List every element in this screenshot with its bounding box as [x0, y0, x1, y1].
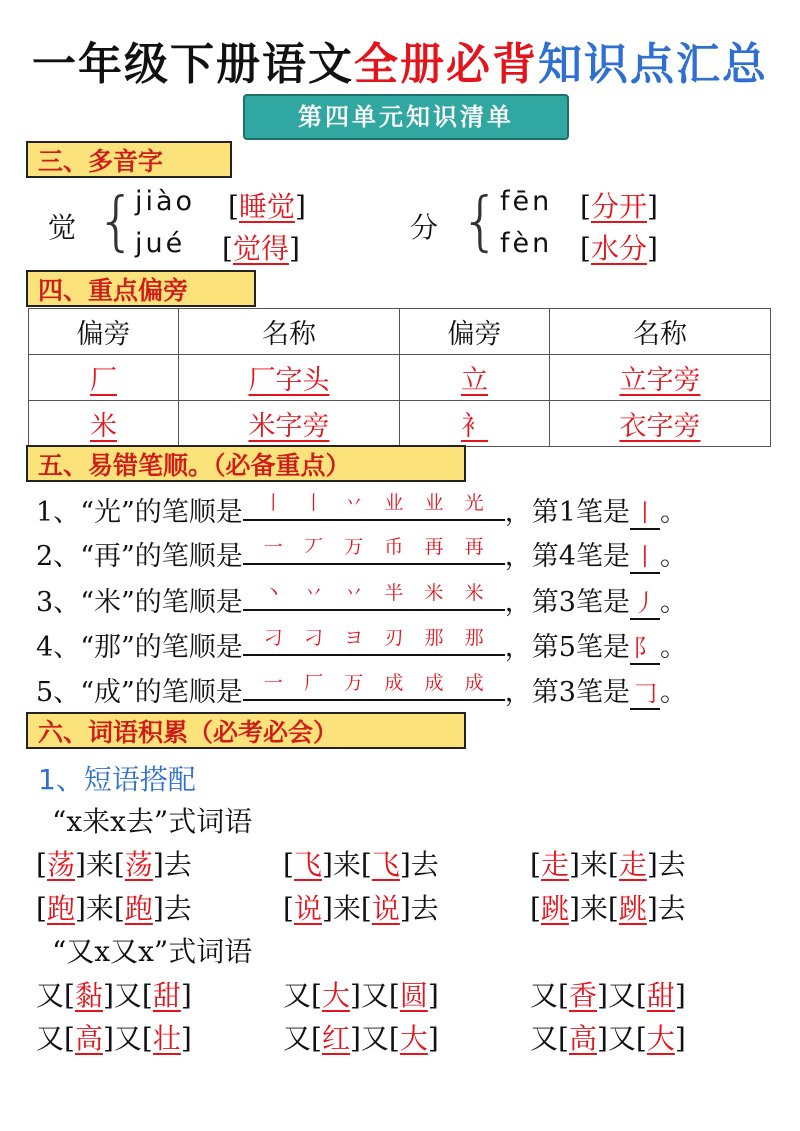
phrase-pre: 又 — [113, 1022, 142, 1055]
stroke-blank — [243, 626, 505, 656]
stroke-glyph: 万 — [344, 536, 364, 558]
stroke-order-row — [36, 580, 687, 620]
row-tail: ，第5笔是 — [504, 632, 630, 663]
fill-word: 走 — [618, 848, 647, 881]
phrase-item: [飞]来[飞]去 — [283, 848, 439, 881]
row-end: 。 — [659, 632, 687, 663]
group2-title: “又x又x”式词语 — [52, 935, 253, 968]
stroke-glyph: 成 — [384, 672, 404, 694]
fill-word: 甜 — [646, 979, 675, 1012]
row-number: 1、 — [36, 497, 81, 528]
fill-word: 跳 — [618, 892, 647, 925]
phrase-pre: 又 — [36, 1022, 65, 1055]
row-question: “那”的笔顺是 — [80, 632, 243, 663]
fill-word: 甜 — [152, 979, 181, 1012]
phrase-pre: 又 — [530, 1022, 559, 1055]
row-number: 3、 — [36, 587, 81, 618]
fill-word: 香 — [568, 979, 597, 1012]
fill-word: 跑 — [124, 892, 153, 925]
phrase-item: 又[高]又[壮] — [36, 1022, 192, 1055]
stroke-glyph: 刁 — [304, 627, 324, 649]
radical-name-cell: 衣字旁 — [619, 411, 701, 442]
section-header-stroke-order: 五、易错笔顺。（必备重点） — [26, 445, 466, 482]
radical-cell: 立 — [460, 365, 488, 396]
radical-name-cell: 立字旁 — [619, 365, 701, 396]
stroke-glyph: 半 — [384, 582, 404, 604]
phrase-item: [跑]来[跑]去 — [36, 892, 192, 925]
phrase-end: 去 — [657, 848, 686, 881]
phrase-mid: 来 — [332, 892, 361, 925]
phrase-item: 又[香]又[甜] — [530, 979, 686, 1012]
stroke-glyph: 米 — [424, 582, 444, 604]
brace-2: { — [460, 185, 501, 259]
fill-word: 说 — [371, 892, 400, 925]
table-row — [29, 355, 771, 401]
stroke-blank — [243, 671, 505, 701]
row-end: 。 — [659, 677, 687, 708]
phrase-pre: 又 — [36, 979, 65, 1012]
stroke-glyph: 丷 — [304, 582, 324, 604]
stroke-answer: 𠃌 — [630, 673, 660, 710]
radicals-table — [28, 308, 771, 447]
phrase-mid: 来 — [579, 892, 608, 925]
fill-word: 红 — [321, 1022, 350, 1055]
fill-word: 高 — [568, 1022, 597, 1055]
stroke-glyph: 丷 — [344, 492, 364, 514]
stroke-glyph: 那 — [464, 627, 484, 649]
phrase-item: 又[大]又[圆] — [283, 979, 439, 1012]
stroke-blank — [243, 491, 505, 521]
stroke-glyph: 丆 — [304, 536, 324, 558]
fill-word: 高 — [74, 1022, 103, 1055]
pinyin-2b: fèn — [500, 228, 553, 259]
stroke-order-row — [36, 625, 687, 665]
stroke-order-row — [36, 490, 687, 530]
polyphone-char-2: 分 — [410, 211, 439, 244]
stroke-answer: 丨 — [630, 537, 660, 574]
fill-word: 壮 — [152, 1022, 181, 1055]
row-question: “成”的笔顺是 — [80, 677, 243, 708]
section-header-polyphones: 三、多音字 — [26, 141, 232, 178]
phrase-item: 又[红]又[大] — [283, 1022, 439, 1055]
fill-word: 荡 — [46, 848, 75, 881]
section-header-radicals: 四、重点偏旁 — [26, 270, 256, 307]
phrase-pre: 又 — [283, 979, 312, 1012]
stroke-order-row — [36, 534, 687, 574]
radical-name-cell: 厂字头 — [248, 365, 330, 396]
phrase-item: 又[高]又[大] — [530, 1022, 686, 1055]
stroke-glyph: 一 — [263, 672, 283, 694]
fill-word: 跑 — [46, 892, 75, 925]
phrase-item: [说]来[说]去 — [283, 892, 439, 925]
polyphone-word-2a: [分开] — [580, 190, 658, 223]
phrase-end: 去 — [163, 848, 192, 881]
table-header: 偏旁 — [399, 309, 549, 355]
stroke-blank — [243, 581, 505, 611]
stroke-glyph: 币 — [384, 536, 404, 558]
stroke-glyph: 刁 — [263, 627, 283, 649]
fill-word: 黏 — [74, 979, 103, 1012]
fill-word: 飞 — [371, 848, 400, 881]
phrase-mid: 来 — [332, 848, 361, 881]
phrase-item: 又[黏]又[甜] — [36, 979, 192, 1012]
phrase-end: 去 — [410, 848, 439, 881]
fill-word: 大 — [399, 1022, 428, 1055]
table-header: 名称 — [178, 309, 399, 355]
stroke-glyph: 丷 — [344, 582, 364, 604]
row-question: “再”的笔顺是 — [80, 541, 243, 572]
stroke-glyph: 丨 — [304, 492, 324, 514]
fill-word: 飞 — [293, 848, 322, 881]
fill-word: 荡 — [124, 848, 153, 881]
page-title — [0, 28, 800, 92]
stroke-answer: 阝 — [630, 628, 660, 665]
radical-cell: 米 — [89, 411, 117, 442]
polyphone-word-1b: [觉得] — [222, 232, 300, 265]
stroke-glyph: 丶 — [263, 582, 283, 604]
fill-word: 圆 — [399, 979, 428, 1012]
phrase-mid: 来 — [85, 848, 114, 881]
phrase-end: 去 — [657, 892, 686, 925]
table-header: 偏旁 — [29, 309, 179, 355]
phrase-mid: 来 — [85, 892, 114, 925]
radical-cell: 衤 — [460, 411, 488, 442]
row-tail: ，第3笔是 — [504, 587, 630, 618]
group1-title: “x来x去”式词语 — [52, 805, 253, 838]
row-number: 2、 — [36, 541, 81, 572]
stroke-answer: 丨 — [630, 493, 660, 530]
table-header: 名称 — [549, 309, 770, 355]
stroke-glyph: ヨ — [344, 627, 364, 649]
stroke-glyph: 厂 — [304, 672, 324, 694]
subtitle-banner: 第四单元知识清单 — [243, 94, 569, 140]
phrase-pre: 又 — [360, 979, 389, 1012]
phrase-item: [走]来[走]去 — [530, 848, 686, 881]
fill-word: 跳 — [540, 892, 569, 925]
phrase-pre: 又 — [530, 979, 559, 1012]
stroke-glyph: 米 — [464, 582, 484, 604]
stroke-glyph: 丨 — [263, 492, 283, 514]
row-question: “米”的笔顺是 — [80, 587, 243, 618]
brace-1: { — [96, 185, 137, 259]
pinyin-1b: jué — [135, 228, 186, 259]
pinyin-1a: jiào — [135, 186, 196, 217]
row-question: “光”的笔顺是 — [80, 497, 243, 528]
phrase-end: 去 — [163, 892, 192, 925]
fill-word: 大 — [321, 979, 350, 1012]
stroke-glyph: 那 — [424, 627, 444, 649]
stroke-glyph: 万 — [344, 672, 364, 694]
phrase-pre: 又 — [113, 979, 142, 1012]
row-tail: ，第1笔是 — [504, 497, 630, 528]
stroke-glyph: 刃 — [384, 627, 404, 649]
phrase-pre: 又 — [607, 1022, 636, 1055]
phrase-item: [跳]来[跳]去 — [530, 892, 686, 925]
stroke-glyph: 业 — [384, 492, 404, 514]
title-part-1: 一年级下册语文 — [32, 39, 354, 90]
stroke-answer: 丿 — [630, 583, 660, 620]
pinyin-2a: fēn — [500, 186, 553, 217]
stroke-blank — [243, 535, 505, 565]
fill-word: 走 — [540, 848, 569, 881]
stroke-glyph: 光 — [464, 492, 484, 514]
phrase-item: [荡]来[荡]去 — [36, 848, 192, 881]
phrase-end: 去 — [410, 892, 439, 925]
phrase-pre: 又 — [283, 1022, 312, 1055]
stroke-glyph: 再 — [464, 536, 484, 558]
row-end: 。 — [659, 541, 687, 572]
radical-cell: 厂 — [89, 365, 117, 396]
radical-name-cell: 米字旁 — [248, 411, 330, 442]
stroke-glyph: 业 — [424, 492, 444, 514]
phrase-mid: 来 — [579, 848, 608, 881]
polyphone-word-2b: [水分] — [580, 232, 658, 265]
row-end: 。 — [659, 497, 687, 528]
vocab-heading: 1、短语搭配 — [38, 763, 196, 796]
table-header-row — [29, 309, 771, 355]
row-number: 5、 — [36, 677, 81, 708]
stroke-glyph: 一 — [263, 536, 283, 558]
row-tail: ，第3笔是 — [504, 677, 630, 708]
title-part-3: 知识点汇总 — [538, 39, 768, 90]
polyphone-word-1a: [睡觉] — [228, 190, 306, 223]
title-part-2: 全册必背 — [354, 39, 538, 90]
phrase-pre: 又 — [607, 979, 636, 1012]
row-tail: ，第4笔是 — [504, 541, 630, 572]
polyphone-char-1: 觉 — [48, 211, 77, 244]
table-row — [29, 401, 771, 447]
stroke-glyph: 成 — [424, 672, 444, 694]
row-number: 4、 — [36, 632, 81, 663]
phrase-pre: 又 — [360, 1022, 389, 1055]
section-header-vocab: 六、词语积累（必考必会） — [26, 712, 466, 749]
stroke-glyph: 再 — [424, 536, 444, 558]
stroke-order-row — [36, 670, 687, 710]
stroke-glyph: 成 — [464, 672, 484, 694]
fill-word: 大 — [646, 1022, 675, 1055]
row-end: 。 — [659, 587, 687, 618]
fill-word: 说 — [293, 892, 322, 925]
